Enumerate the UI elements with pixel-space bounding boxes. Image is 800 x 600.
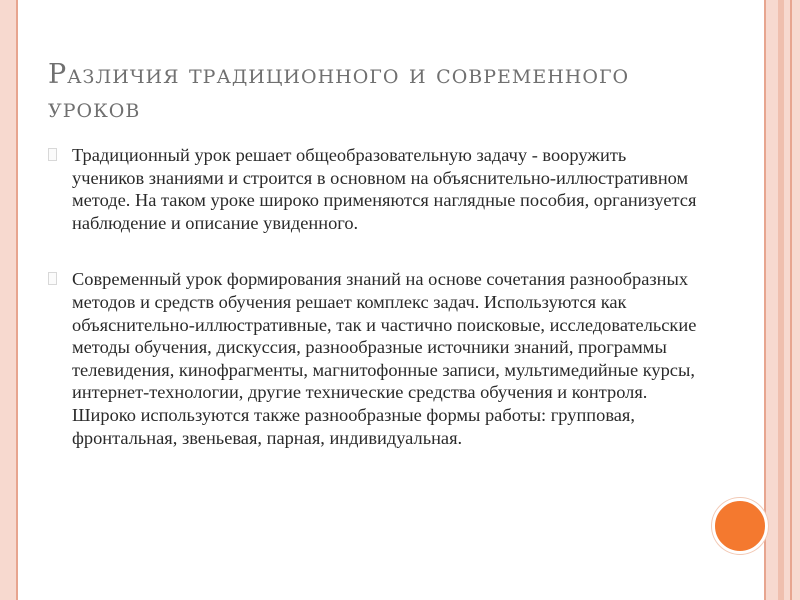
slide-title: Различия традиционного и современного уроков <box>48 59 630 124</box>
bullet-item-modern <box>48 268 698 449</box>
right-frame-line-inner <box>790 0 792 600</box>
square-bullet-icon <box>48 272 57 285</box>
left-frame-line <box>16 0 18 600</box>
bullet-item-traditional <box>48 144 698 234</box>
left-frame-border <box>0 0 18 600</box>
right-frame-border <box>764 0 800 600</box>
square-bullet-icon <box>48 148 57 161</box>
orange-circle-icon <box>712 498 768 554</box>
bullet-text: Современный урок формирования знаний на основе сочетания разнообразных методов и средств обучения решает комплекс задач. Используются как объяснительно-иллюстративные, так и частично поисковые, исследовательские методы обучения, дискуссия, разнообразные источники знаний, программы телевидения, кинофрагменты, магнитофонные записи, мультимедийные курсы, интернет-технологии, другие технические средства обучения и контроля. Широко используются также разнообразные формы работы: групповая, фронтальная, звеньевая, парная, индивидуальная. <box>72 269 697 448</box>
bullet-text: Традиционный урок решает общеобразовательную задачу - вооружить учеников знаниями и строится в основном на объяснительно-иллюстративном методе. На таком уроке широко применяются наглядные пособия, организуется наблюдение и описание увиденного. <box>72 145 697 233</box>
right-frame-stripe <box>778 0 784 600</box>
right-frame-line-outer <box>764 0 766 600</box>
bullet-list <box>48 144 698 483</box>
